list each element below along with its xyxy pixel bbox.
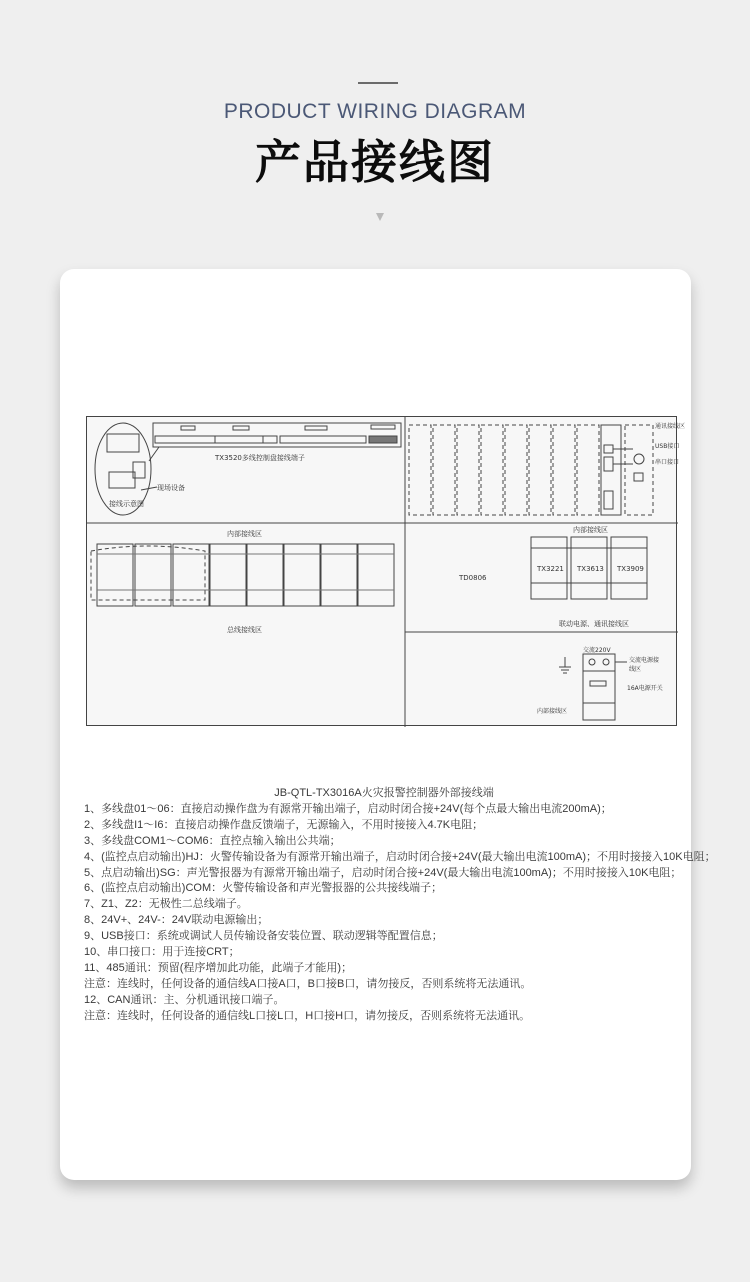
note-line: 注意：连线时，任何设备的通信线L口接L口，H口接H口，请勿接反，否则系统将无法通讯。 [84,1009,531,1022]
chinese-title: 产品接线图 [255,135,495,189]
top-rule [358,82,398,84]
wiring-diagram [86,416,686,726]
internal-zone-label-right: 内部接线区 [573,526,608,534]
note-line: 2、多线盘I1～I6：直接启动操作盘反馈端子，无源输入，不用时接接入4.7K电阻； [84,818,484,831]
module-tx3909-label: TX3909 [617,565,644,573]
down-arrow-icon [376,213,384,221]
note-line: 7、Z1、Z2：无极性二总线端子。 [84,898,248,911]
comm-zone-label: 通讯接线区 [655,423,686,430]
usb-label: USB接口 [655,443,680,450]
note-line: 4、(监控点启动输出)HJ：火警传输设备为有源常开输出端子，启动时闭合接+24V(最大输出电流100mA)；不用时接接入10K电阻； [84,850,716,863]
note-line: 注意：连线时，任何设备的通信线A口接A口，B口接B口，请勿接反，否则系统将无法通讯。 [84,977,532,990]
english-title: PRODUCT WIRING DIAGRAM [223,100,527,123]
note-line: 10、串口接口：用于连接CRT； [84,946,240,959]
note-line: 5、点启动输出)SG：声光警报器为有源常开输出端子，启动时闭合接+24V(最大输出电流100mA)；不用时接接入10K电阻； [84,866,682,879]
bus-zone-label: 总线接线区 [227,626,262,634]
ac-zone-label: 交流电源接线区 [629,657,660,673]
notes-section [84,786,716,1025]
link-power-comm-zone-label: 联动电源、通讯接线区 [559,620,629,628]
note-line: 8、24V+、24V-：24V联动电源输出； [84,914,269,927]
td0806-label: TD0806 [459,574,487,582]
note-line: 12、CAN通讯：主、分机通讯接口端子。 [84,993,285,1006]
note-line: 9、USB接口：系统或调试人员传输设备安装位置、联动逻辑等配置信息； [84,930,443,943]
switch-label: 16A电源开关 [627,685,663,692]
module-tx3613-label: TX3613 [577,565,604,573]
serial-label: 串口接口 [655,459,680,466]
note-line: 3、多线盘COM1～COM6：直控点输入输出公共端； [84,834,341,847]
module-tx3221-label: TX3221 [537,565,564,573]
field-device-label: 现场设备 [157,484,185,492]
note-line: 11、485通讯：预留(程序增加此功能，此端子才能用)； [84,961,353,974]
ac-220v-label: 交流220V [583,647,611,654]
note-line: 1、多线盘01～06：直接启动操作盘为有源常开输出端子，启动时闭合接+24V(每个点最大输出电流200mA)； [84,802,612,815]
note-line: 6、(监控点启动输出)COM：火警传输设备和声光警报器的公共接线端子； [84,882,443,895]
schematic-label: 接线示意图 [109,500,144,508]
panel-label: TX3520多线控制盘接线端子 [215,454,305,462]
notes-title: JB-QTL-TX3016A火灾报警控制器外部接线端 [274,787,494,799]
internal-zone-label-left: 内部接线区 [227,530,262,538]
internal-zone-label-bottom: 内部接线区 [537,708,568,715]
